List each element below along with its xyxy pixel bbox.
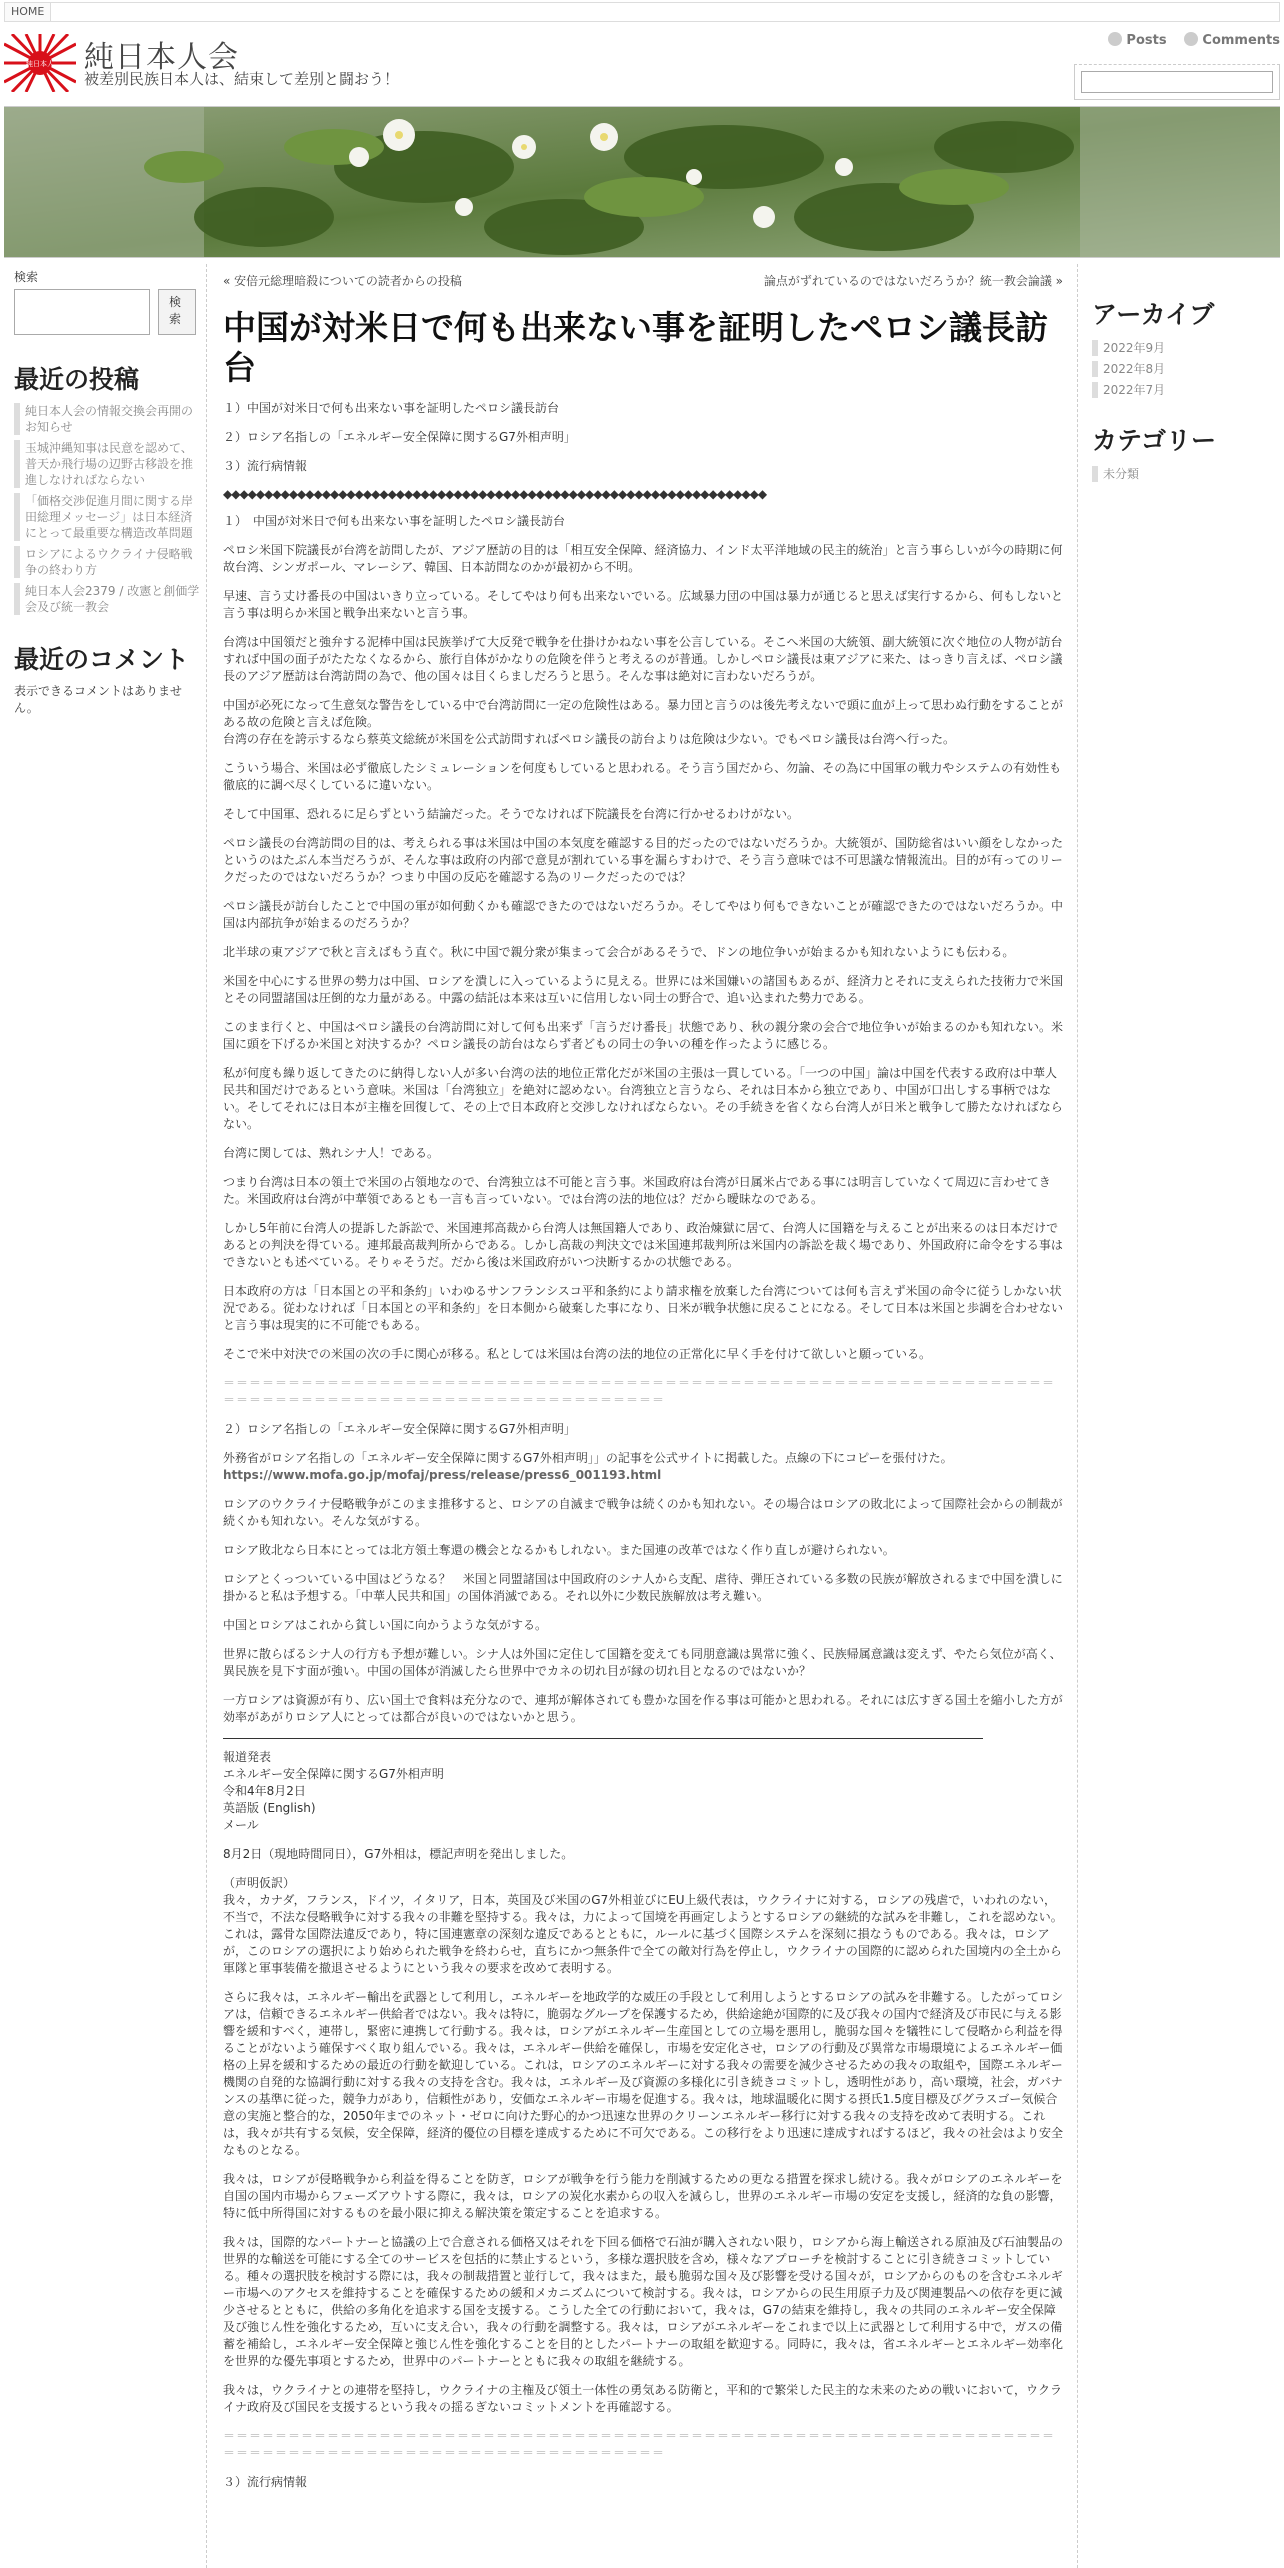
site-header: [4, 24, 1280, 104]
toc-item: ３）流行病情報: [223, 459, 308, 473]
right-sidebar: [1092, 298, 1276, 508]
recent-post-link[interactable]: 「価格交渉促進月間に関する岸田総理メッセージ」は日本経済にとって最重要な構造改革問題: [14, 493, 200, 541]
svg-text:純日本人: 純日本人: [26, 60, 54, 68]
equals-divider: ＝＝＝＝＝＝＝＝＝＝＝＝＝＝＝＝＝＝＝＝＝＝＝＝＝＝＝＝＝＝＝＝＝＝＝＝＝＝＝＝＝＝＝＝＝＝＝＝＝＝＝＝＝＝＝＝＝＝＝＝＝＝＝＝＝＝＝＝＝＝＝＝＝＝＝＝＝＝＝＝＝＝＝＝＝＝＝＝＝＝＝＝＝＝＝＝＝＝: [223, 2429, 1056, 2460]
recent-post-link[interactable]: 純日本人会2379 / 改憲と創価学会及び統一教会: [14, 583, 200, 615]
paragraph: 台湾は中国領だと強弁する泥棒中国は民族挙げて大反発で戦争を仕掛けかねない事を公言している。そこへ米国の大統領、副大統領に次ぐ地位の人物が訪台すれば中国の面子がたたなくなるから、旅行自体がかなりの危険を伴うと考えるのが普通。しかしペロシ議長は東アジアに来た、はっきり言えば、ペロシ議長のアジア歴訪は台湾訪問の為で、他の国々は目くらましだろうと思う。そんな事は絶対に言わないだろうが。: [223, 635, 1063, 683]
rss-icon: [1108, 32, 1122, 46]
paragraph: 世界に散らばるシナ人の行方も予想が難しい。シナ人は外国に定住して国籍を変えても同朋意識は異常に強く、民族帰属意識は変えず、やたら気位が高く、異民族を見下す面が強い。中国の国体が消滅したら世界中でカネの切れ目が縁の切れ目となるのではないか？: [223, 1647, 1062, 1678]
category-title: カテゴリー: [1092, 426, 1217, 455]
paragraph: 中国が必死になって生意気な警告をしている中で台湾訪問に一定の危険性はある。暴力団と言うのは後先考えないで頭に血が上って思わぬ行動をすることがある故の危険と言えば危険。 台湾の存在を誇示するなら蔡英文総統が米国を公式訪問すればペロシ議長の訪台よりは危険は少ない。でもペロシ議長は台湾へ行った。: [223, 698, 1064, 746]
next-post-link[interactable]: 論点がずれているのではないだろうか？統一教会論議 »: [763, 274, 1063, 288]
quoted-paragraph: 8月2日（現地時間同日），G7外相は，標記声明を発出しました。: [223, 1847, 574, 1861]
category-list: [1092, 466, 1276, 482]
feed-links: [1094, 32, 1280, 54]
header-banner-image: [4, 106, 1280, 258]
archive-link[interactable]: 2022年7月: [1092, 382, 1276, 398]
section-heading: ３）流行病情報: [223, 2475, 308, 2489]
recent-post-link[interactable]: 純日本人会の情報交換会再開のお知らせ: [14, 403, 200, 435]
sidebar-search-input[interactable]: [14, 289, 150, 335]
posts-feed-label: Posts: [1126, 33, 1167, 48]
recent-posts-title: 最近の投稿: [14, 365, 140, 394]
paragraph: ロシアとくっついている中国はどうなる？ 米国と同盟諸国は中国政府のシナ人から支配、虐待、弾圧されている多数の民族が解放されるまで中国を潰しに掛かると私は予想する。「中華人民共和国」の国体消滅である。それ以外に少数民族解放は考え難い。: [223, 1572, 1063, 1603]
paragraph: ペロシ議長の台湾訪問の目的は、考えられる事は米国は中国の本気度を確認する目的だったのではないだろうか。大統領が、国防総省はいい顔をしなかったというのはたぶん本当だろうが、そんな事は政府の内部で意見が割れている事を漏らすわけで、そう言う意味では不可思議な情報流出。目的が有ってのリークだったのではないだろうか？つまり中国の反応を確認する為のリークだったのでは？: [223, 836, 1064, 884]
left-sidebar: [14, 268, 200, 717]
category-link[interactable]: 未分類: [1092, 466, 1276, 482]
toc-item: １）中国が対米日で何も出来ない事を証明したペロシ議長訪台: [223, 401, 560, 415]
no-comments-text: 表示できるコメントはありません。: [14, 684, 183, 715]
rising-sun-logo-icon[interactable]: [4, 34, 76, 92]
quoted-paragraph: 我々は，ウクライナとの連帯を堅持し，ウクライナの主権及び領土一体性の勇気ある防衛と，平和的で繁栄した民主的な未来のための戦いにおいて，ウクライナ政府及び国民を支援するという我々の揺るぎないコミットメントを再確認する。: [223, 2383, 1063, 2414]
paragraph-with-link: [223, 1450, 1063, 1484]
mofa-press-link[interactable]: https://www.mofa.go.jp/mofaj/press/release/press6_001193.html: [223, 1468, 662, 1482]
quoted-paragraph: （声明仮訳） 我々，カナダ，フランス，ドイツ，イタリア，日本，英国及び米国のG7外相並びにEU上級代表は，ウクライナに対する，ロシアの残虐で，いわれのない，不当で，不法な侵略戦争に対する我々の非難を堅持する。我々は，力によって国境を再画定しようとするロシアの継続的な試みを非難し，これを認めない。これは，露骨な国際法違反であり，特に国連憲章の深刻な違反であるとともに，ルールに基づく国際システムを深刻に損なうものである。我々は，ロシアが，このロシアの選択により始められた戦争を終わらせ，直ちにかつ無条件で全ての敵対行為を停止し，ウクライナの国際的に認められた国境内の全土から軍隊と軍事装備を撤退させるようにという我々の要求を改めて表明する。: [223, 1876, 1063, 1975]
equals-divider: ＝＝＝＝＝＝＝＝＝＝＝＝＝＝＝＝＝＝＝＝＝＝＝＝＝＝＝＝＝＝＝＝＝＝＝＝＝＝＝＝＝＝＝＝＝＝＝＝＝＝＝＝＝＝＝＝＝＝＝＝＝＝＝＝＝＝＝＝＝＝＝＝＝＝＝＝＝＝＝＝＝＝＝＝＝＝＝＝＝＝＝＝＝＝＝＝＝＝: [223, 1376, 1056, 1407]
post-title: 中国が対米日で何も出来ない事を証明したペロシ議長訪台: [223, 308, 1048, 387]
search-label: 検索: [14, 270, 39, 284]
paragraph: 私が何度も繰り返してきたのに納得しない人が多い台湾の法的地位正常化だが米国の主張は一貫している。「一つの中国」論は中国を代表する政府は中華人民共和国だけであるという意味。米国は「台湾独立」を絶対に認めない。台湾独立と言うなら、それは日本から独立であり、中国が口出しする事柄ではない。そしてそれには日本が主権を回復して、その上で日本政府と交渉しなければならない。その手続きを省くなら台湾人が日米と戦争して勝たなければならない。: [223, 1066, 1063, 1131]
paragraph: そして中国軍、恐れるに足らずという結論だった。そうでなければ下院議長を台湾に行かせるわけがない。: [223, 807, 800, 821]
post-navigation: [223, 272, 1063, 294]
section-heading: ２）ロシア名指しの「エネルギー安全保障に関するG7外相声明」: [223, 1422, 576, 1436]
archive-list: [1092, 340, 1276, 398]
paragraph: こういう場合、米国は必ず徹底したシミュレーションを何度もしていると思われる。そう言う国だから、勿論、その為に中国軍の戦力やシステムの有効性も徹底的に調べ尽くしているに違いない。: [223, 761, 1062, 792]
paragraph: 日本政府の方は「日本国との平和条約」いわゆるサンフランシスコ平和条約により請求権を放棄した台湾については何も言えず米国の命令に従うしかない状況である。従わなければ「日本国との平和条約」を日本側から破棄した事になり、日米が戦争状態に戻ることになる。そして日本は米国と歩調を合わせないと言う事は現実的に不可能でもある。: [223, 1284, 1064, 1332]
sidebar-search-form: [14, 289, 200, 335]
paragraph: つまり台湾は日本の領土で米国の占領地なので、台湾独立は不可能と言う事。米国政府は台湾が日属米占である事には明言していなくて周辺に言わせてきた。米国政府は台湾が中華領であるとも一言も言っていない。では台湾の法的地位は？だから曖昧なのである。: [223, 1175, 1051, 1206]
diamond-divider: ◆◆◆◆◆◆◆◆◆◆◆◆◆◆◆◆◆◆◆◆◆◆◆◆◆◆◆◆◆◆◆◆◆◆◆◆◆◆◆◆◆◆◆◆◆◆◆◆◆◆◆◆◆◆◆◆◆◆◆◆◆◆◆◆◆◆: [223, 487, 767, 501]
quoted-paragraph: 我々は，国際的なパートナーと協議の上で合意される価格又はそれを下回る価格で石油が購入されない限り，ロシアから海上輸送される原油及び石油製品の世界的な輸送を可能にする全てのサービスを包括的に禁止するという，多様な選択肢を含め，様々なアプローチを検討することに引き続きコミットしている。種々の選択肢を検討する際には，我々の制裁措置と並行して，我々はまた，最も脆弱な国々及び影響を受ける国々が，ロシアからのものを含むエネルギー市場へのアクセスを維持することを確保するための緩和メカニズムについて検討する。我々は，ロシアからの民生用原子力及び関連製品への依存を更に減少させるとともに，供給の多角化を追求する国を支援する。こうした全ての行動において，我々は，G7の結束を維持し，我々の共同のエネルギー安全保障及び強じん性を強化するため，互いに支え合い，我々の行動を調整する。我々は，ロシアがエネルギーをこれまで以上に武器として利用する中で，ガスの備蓄を補給し，エネルギー安全保障と強じん性を強化することを目的としたパートナーの取組を歓迎する。同時に，我々は，省エネルギーとエネルギー効率化を世界的な優先事項とするため，世界中のパートナーとともに我々の取組を継続する。: [223, 2235, 1064, 2368]
section-heading: １） 中国が対米日で何も出来ない事を証明したペロシ議長訪台: [223, 514, 566, 528]
paragraph: ペロシ米国下院議長が台湾を訪問したが、アジア歴訪の目的は「相互安全保障、経済協力、インド太平洋地域の民主的統治」と言う事らしいが今の時期に何故台湾、シンガポール、マレーシア、韓国、日本訪問なのかが最初から不明。: [223, 543, 1063, 574]
paragraph-text: 外務省がロシア名指しの「エネルギー安全保障に関するG7外相声明」」の記事を公式サイトに掲載した。点線の下にコピーを張付けた。: [223, 1451, 953, 1465]
previous-post-link[interactable]: « 安倍元総理暗殺についての読者からの投稿: [223, 274, 462, 288]
recent-post-link[interactable]: ロシアによるウクライナ侵略戦争の終わり方: [14, 546, 200, 578]
archive-link[interactable]: 2022年8月: [1092, 361, 1276, 377]
archive-link[interactable]: 2022年9月: [1092, 340, 1276, 356]
header-search-box: [1074, 64, 1280, 100]
comment-bubble-icon: [1184, 32, 1198, 46]
nav-home-link[interactable]: HOME: [5, 3, 51, 21]
paragraph: 台湾に関しては、熟れシナ人！である。: [223, 1146, 440, 1160]
paragraph: 米国を中心にする世界の勢力は中国、ロシアを潰しに入っているように見える。世界には米国嫌いの諸国もあるが、経済力とそれに支えられた技術力で米国とその同盟諸国は圧倒的な力量がある。中露の結託は本来は互いに信用しない同士の野合で、追い込まれた勢力である。: [223, 974, 1064, 1005]
recent-comments-title: 最近のコメント: [14, 645, 190, 674]
sidebar-search-button[interactable]: 検索: [158, 289, 196, 335]
quoted-press-header: 報道発表 エネルギー安全保障に関するG7外相声明 令和4年8月2日 英語版 (English) メール: [223, 1750, 444, 1832]
paragraph: そこで米中対決での米国の次の手に関心が移る。私としては米国は台湾の法的地位の正常化に早く手を付けて欲しいと願っている。: [223, 1347, 932, 1361]
paragraph: このまま行くと、中国はペロシ議長の台湾訪問に対して何も出来ず「言うだけ番長」状態であり、秋の親分衆の会合で地位争いが始まるのかも知れない。米国に頭を下げるか米国と対決するか？ペロシ議長の訪台はならず者どもの同士の争いの種を作ったように感じる。: [223, 1020, 1064, 1051]
horizontal-rule: [223, 1738, 983, 1739]
quoted-paragraph: 我々は，ロシアが侵略戦争から利益を得ることを防ぎ，ロシアが戦争を行う能力を削減するための更なる措置を探求し続ける。我々がロシアのエネルギーを自国の国内市場からフェーズアウトする際に，我々は，ロシアの炭化水素からの収入を減らし，世界のエネルギー市場の安定を支援し，経済的な負の影響，特に低中所得国に対するものを最小限に抑える解決策を策定することを追求する。: [223, 2172, 1063, 2220]
recent-posts-list: [14, 403, 200, 615]
paragraph: しかし5年前に台湾人の提訴した訴訟で、米国連邦高裁から台湾人は無国籍人であり、政治煉獄に居て、台湾人に国籍を与えることが出来るのは日本だけであるとの判決を得ている。連邦最高裁判所からである。しかし高裁の判決文では米国連邦裁判所は米国内の訴訟を裁く場であり、外国政府に命令をする事はできないとも述べている。そりゃそうだ。だから後は米国政府がいつ決断するかの状態である。: [223, 1221, 1063, 1269]
paragraph: 北半球の東アジアで秋と言えばもう直ぐ。秋に中国で親分衆が集まって会合があるそうで、ドンの地位争いが始まるかも知れないようにも伝わる。: [223, 945, 1015, 959]
paragraph: 早速、言う丈け番長の中国はいきり立っている。そしてやはり何も出来ないでいる。広域暴力団の中国は暴力が通じると思えば実行するから、何もしないと言う事は明らか米国と戦争出来ないと言う事。: [223, 589, 1064, 620]
main-content: [206, 264, 1078, 2568]
toc-item: ２）ロシア名指しの「エネルギー安全保障に関するG7外相声明」: [223, 430, 576, 444]
quoted-paragraph: さらに我々は，エネルギー輸出を武器として利用し，エネルギーを地政学的な威圧の手段として利用しようとするロシアの試みを非難する。したがってロシアは，信頼できるエネルギー供給者ではない。我々は特に，脆弱なグループを保護するため，供給途絶が国際的に及び我々の国内で経済及び市民に与える影響を緩和すべく，連帯し，緊密に連携して行動する。我々は，ロシアがエネルギー生産国としての立場を悪用し，脆弱な国々を犠牲にして侵略から利益を得ることがないよう確保すべく取り組んでいる。我々は，エネルギー供給を確保し，市場を安定化させ，ロシアの行動及び異常な市場環境によるエネルギー価格の上昇を緩和するための最近の行動を歓迎している。これは，ロシアのエネルギーに対する我々の需要を減少させるための我々の取組や，国際エネルギー機関の自発的な協調行動に対する我々の支持を含む。我々は，エネルギー及び資源の多様化に引き続きコミットし，透明性があり，高い環境，社会，ガバナンスの基準に従った，競争力があり，信頼性があり，安価なエネルギー市場を促進する。我々は，地球温暖化に関する摂氏1.5度目標及びグラスゴー気候合意の実施と整合的な，2050年までのネット・ゼロに向けた野心的かつ迅速な世界のクリーンエネルギー移行に対する我々の支持を改めて表明する。これは，我々が共有する気候，安全保障，経済的優位の目標を達成するために不可欠である。この移行をより迅速に達成すればするほど，我々の社会はより安全なものとなる。: [223, 1990, 1064, 2157]
archive-title: アーカイブ: [1092, 300, 1215, 329]
posts-feed-link[interactable]: [1108, 32, 1166, 48]
paragraph: ロシアのウクライナ侵略戦争がこのまま推移すると、ロシアの自滅まで戦争は続くのかも知れない。その場合はロシアの敗北によって国際社会からの制裁が続くかも知れない。そんな気がする。: [223, 1497, 1063, 1528]
recent-post-link[interactable]: 玉城沖縄知事は民意を認めて、普天か飛行場の辺野古移設を推進しなければならない: [14, 440, 200, 488]
paragraph: ペロシ議長が訪台したことで中国の軍が如何動くかも確認できたのではないだろうか。そしてやはり何もできないことが確認できたのではないだろうか。中国は内部抗争が始まるのだろうか？: [223, 899, 1064, 930]
top-navigation: [4, 2, 1280, 22]
paragraph: 一方ロシアは資源が有り、広い国土で食料は充分なので、連邦が解体されても豊かな国を作る事は可能かと思われる。それには広すぎる国土を縮小した方が効率があがりロシア人にとっては都合が良いのではないかと思う。: [223, 1693, 1063, 1724]
paragraph: 中国とロシアはこれから貧しい国に向かうような気がする。: [223, 1618, 548, 1632]
site-tagline: 被差別民族日本人は、結束して差別と闘おう！: [84, 70, 400, 88]
paragraph: ロシア敗北なら日本にとっては北方領土奪還の機会となるかもしれない。また国連の改革ではなく作り直しが避けられない。: [223, 1543, 895, 1557]
post-body: [223, 400, 1063, 2491]
comments-feed-link[interactable]: [1184, 32, 1280, 48]
site-title[interactable]: 純日本人会: [84, 40, 239, 75]
comments-feed-label: Comments: [1202, 33, 1280, 48]
header-search-input[interactable]: [1081, 71, 1273, 93]
